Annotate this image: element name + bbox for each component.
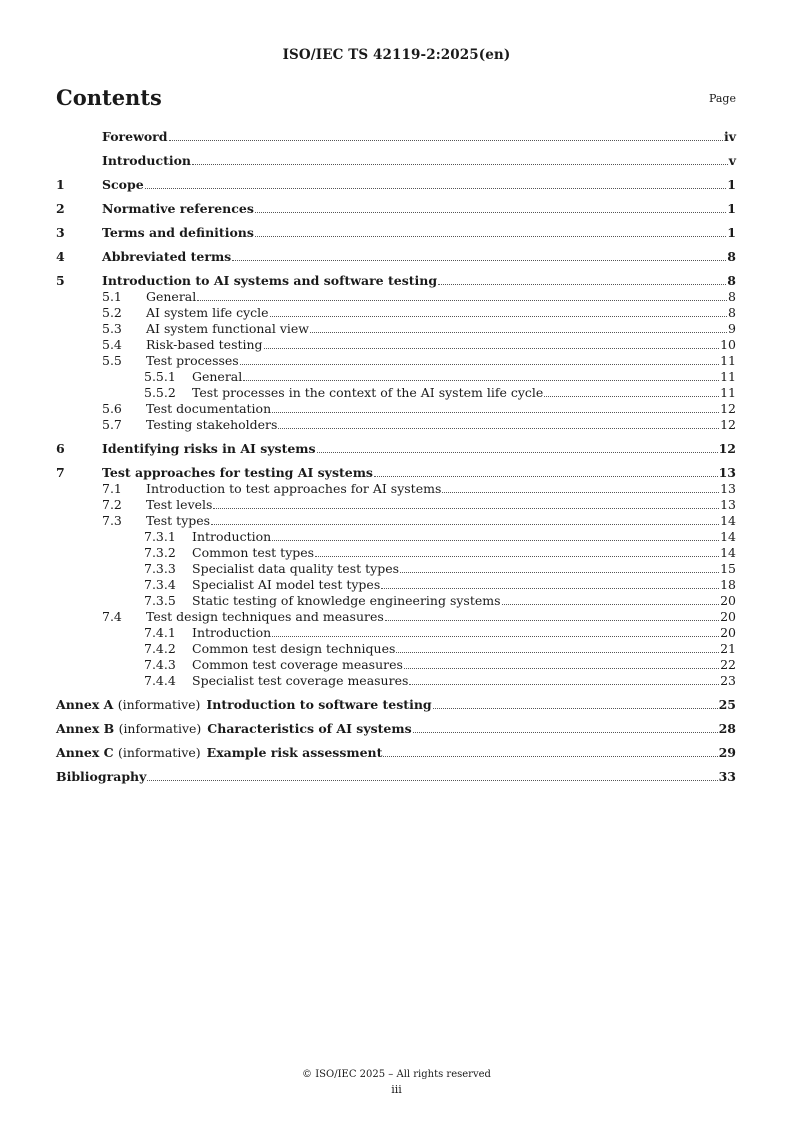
dot-leader (255, 235, 726, 237)
toc-entry[interactable] (56, 497, 736, 513)
annex-label-group (56, 745, 201, 761)
toc-entry-title: Foreword (102, 129, 168, 144)
toc-entry[interactable] (56, 577, 736, 593)
toc-entry-title: Common test types (192, 545, 315, 560)
dot-leader (310, 331, 727, 333)
toc-entry-page: 8 (727, 249, 736, 264)
dot-leader (385, 619, 719, 621)
toc-entry[interactable] (56, 657, 736, 673)
toc-entry-number: 7.4.2 (144, 641, 176, 656)
dot-leader (374, 475, 718, 477)
toc-entry-number: 7.4.3 (144, 657, 176, 672)
toc-entry-page: 1 (727, 225, 736, 240)
toc-entry-number: 7.3.4 (144, 577, 176, 592)
toc-entry-title: Specialist AI model test types (192, 577, 381, 592)
dot-leader (197, 299, 727, 301)
dot-leader (243, 379, 719, 381)
toc-entry-page: 20 (720, 593, 736, 608)
toc-entry[interactable] (56, 177, 736, 193)
annex-label-group (56, 697, 200, 713)
toc-entry-number: 7.3.1 (144, 529, 176, 544)
dot-leader (383, 755, 717, 757)
toc-entry-number: 5.1 (102, 289, 122, 304)
toc-entry-page: 11 (720, 353, 736, 368)
dot-leader (169, 139, 723, 141)
toc-entry[interactable] (56, 441, 736, 457)
toc-entry-page: 12 (718, 441, 736, 456)
dot-leader (192, 163, 728, 165)
dot-leader (400, 571, 719, 573)
annex-entry[interactable] (56, 745, 736, 761)
toc-entry-number: 5.5 (102, 353, 122, 368)
toc-entry-title: Common test coverage measures (192, 657, 403, 672)
copyright-notice: © ISO/IEC 2025 – All rights reserved (302, 1069, 491, 1080)
toc-entry-title: Introduction to AI systems and software testing (102, 273, 438, 288)
dot-leader (315, 555, 719, 557)
dot-leader (272, 635, 719, 637)
dot-leader (240, 363, 719, 365)
toc-entry-page: 12 (720, 401, 736, 416)
toc-entry-number: 5.6 (102, 401, 122, 416)
dot-leader (317, 451, 718, 453)
dot-leader (438, 283, 726, 285)
dot-leader (147, 779, 717, 781)
toc-entry[interactable] (56, 545, 736, 561)
toc-entry[interactable] (56, 321, 736, 337)
toc-entry[interactable] (56, 529, 736, 545)
toc-entry-page: 13 (718, 465, 736, 480)
toc-entry-number: 2 (56, 201, 65, 216)
toc-entry-number: 5.4 (102, 337, 122, 352)
toc-entry[interactable] (56, 225, 736, 241)
toc-entry-title: Static testing of knowledge engineering systems (192, 593, 501, 608)
dot-leader (502, 603, 720, 605)
toc-entry-page: 15 (720, 561, 736, 576)
dot-leader (442, 491, 719, 493)
toc-entry-page: iv (723, 129, 736, 144)
toc-entry[interactable] (56, 593, 736, 609)
toc-entry-title: Introduction (192, 625, 272, 640)
toc-entry-number: 7.2 (102, 497, 122, 512)
toc-entry-page: 1 (727, 177, 736, 192)
toc-entry-number: 7 (56, 465, 65, 480)
bibliography-page: 33 (718, 769, 736, 784)
toc-entry[interactable] (56, 153, 736, 169)
dot-leader (145, 187, 727, 189)
annex-label-group (56, 721, 201, 737)
toc-entry[interactable] (56, 129, 736, 145)
toc-entry-page: 23 (720, 673, 736, 688)
toc-entry-number: 5.3 (102, 321, 122, 336)
toc-entry[interactable] (56, 201, 736, 217)
toc-entry-number: 1 (56, 177, 65, 192)
bibliography-entry[interactable] (56, 769, 736, 785)
toc-entry-title: General (192, 369, 243, 384)
toc-entry-page: 18 (720, 577, 736, 592)
toc-entry[interactable] (56, 289, 736, 305)
toc-entry[interactable] (56, 513, 736, 529)
page-footer (0, 1067, 793, 1097)
toc-entry-title: Risk-based testing (146, 337, 263, 352)
annex-title: Introduction to software testing (206, 697, 432, 712)
toc-entry-title: Test processes (146, 353, 239, 368)
contents-heading: Contents (56, 85, 162, 110)
toc-entry-page: 12 (720, 417, 736, 432)
toc-entry-title: Testing stakeholders (146, 417, 278, 432)
toc-entry-number: 5 (56, 273, 65, 288)
toc-entry-title: Common test design techniques (192, 641, 396, 656)
toc-entry[interactable] (56, 673, 736, 689)
toc-entry-page: 21 (720, 641, 736, 656)
toc-entry-page: 14 (720, 545, 736, 560)
toc-entry-title: Test documentation (146, 401, 272, 416)
toc-entry-number: 7.1 (102, 481, 122, 496)
toc-entry-title: Introduction (192, 529, 272, 544)
toc-entry-title: Introduction (102, 153, 192, 168)
toc-entry-title: Test levels (146, 497, 213, 512)
dot-leader (544, 395, 719, 397)
toc-entry-page: 14 (720, 513, 736, 528)
toc-entry-page: 13 (720, 497, 736, 512)
toc-entry-title: Specialist data quality test types (192, 561, 400, 576)
dot-leader (270, 315, 728, 317)
annex-page: 25 (718, 697, 736, 712)
toc-entry[interactable] (56, 353, 736, 369)
toc-entry-page: 11 (720, 369, 736, 384)
toc-entry-title: Terms and definitions (102, 225, 254, 240)
dot-leader (264, 347, 720, 349)
annex-entry[interactable] (56, 697, 736, 713)
toc-entry-page: v (728, 153, 736, 168)
toc-entry-page: 10 (720, 337, 736, 352)
toc-entry-page: 22 (720, 657, 736, 672)
dot-leader (404, 667, 719, 669)
toc-entry-title: Normative references (102, 201, 254, 216)
toc-entry[interactable] (56, 337, 736, 353)
toc-entry-title: Specialist test coverage measures (192, 673, 409, 688)
toc-entry[interactable] (56, 385, 736, 401)
toc-entry-number: 7.4 (102, 609, 122, 624)
toc-entry[interactable] (56, 561, 736, 577)
toc-entry-number: 5.2 (102, 305, 122, 320)
dot-leader (272, 539, 719, 541)
toc-entry[interactable] (56, 273, 736, 289)
toc-entry[interactable] (56, 417, 736, 433)
toc-entry-page: 1 (727, 201, 736, 216)
toc-entry-number: 7.3.2 (144, 545, 176, 560)
dot-leader (278, 427, 719, 429)
toc-entry[interactable] (56, 625, 736, 641)
toc-entry-number: 6 (56, 441, 65, 456)
toc-entry-title: Test approaches for testing AI systems (102, 465, 373, 480)
toc-entry-number: 3 (56, 225, 65, 240)
toc-entry-title: AI system functional view (146, 321, 309, 336)
toc-entry-page: 20 (720, 609, 736, 624)
table-of-contents (56, 129, 736, 785)
annex-label: Annex C (56, 745, 114, 760)
toc-entry-title: Test processes in the context of the AI system life cycle (192, 385, 544, 400)
dot-leader (255, 211, 726, 213)
dot-leader (213, 507, 719, 509)
toc-entry[interactable] (56, 305, 736, 321)
toc-entry-title: Test design techniques and measures (146, 609, 384, 624)
annex-title: Characteristics of AI systems (207, 721, 412, 736)
toc-entry[interactable] (56, 609, 736, 625)
bibliography-title: Bibliography (56, 769, 147, 784)
toc-entry-title: Abbreviated terms (102, 249, 232, 264)
annex-title: Example risk assessment (206, 745, 383, 760)
toc-entry-number: 7.4.1 (144, 625, 176, 640)
dot-leader (272, 411, 719, 413)
dot-leader (413, 731, 718, 733)
toc-entry-page: 8 (727, 273, 736, 288)
toc-entry-number: 7.4.4 (144, 673, 176, 688)
annex-entry[interactable] (56, 721, 736, 737)
toc-entry-number: 7.3.5 (144, 593, 176, 608)
dot-leader (433, 707, 718, 709)
toc-entry-number: 4 (56, 249, 65, 264)
toc-entry-page: 8 (728, 305, 736, 320)
toc-entry-page: 13 (720, 481, 736, 496)
toc-entry-page: 8 (728, 289, 736, 304)
page-number: iii (391, 1083, 402, 1096)
annex-label: Annex A (56, 697, 114, 712)
toc-entry-number: 5.5.2 (144, 385, 176, 400)
dot-leader (409, 683, 719, 685)
toc-entry[interactable] (56, 481, 736, 497)
toc-entry-title: Test types (146, 513, 211, 528)
page-column-label: Page (708, 92, 736, 105)
toc-entry-page: 20 (720, 625, 736, 640)
dot-leader (381, 587, 719, 589)
toc-entry[interactable] (56, 369, 736, 385)
toc-entry-number: 5.7 (102, 417, 122, 432)
annex-informative: (informative) (117, 697, 201, 712)
document-id-header: ISO/IEC TS 42119-2:2025(en) (282, 47, 511, 63)
annex-page: 29 (718, 745, 736, 760)
toc-entry[interactable] (56, 401, 736, 417)
toc-entry-title: General (146, 289, 197, 304)
toc-entry[interactable] (56, 641, 736, 657)
toc-entry-page: 14 (720, 529, 736, 544)
toc-entry[interactable] (56, 249, 736, 265)
toc-entry-title: AI system life cycle (146, 305, 269, 320)
annex-label: Annex B (56, 721, 115, 736)
dot-leader (396, 651, 719, 653)
toc-entry-title: Introduction to test approaches for AI systems (146, 481, 442, 496)
dot-leader (232, 259, 726, 261)
toc-entry-title: Scope (102, 177, 144, 192)
annex-page: 28 (718, 721, 736, 736)
dot-leader (211, 523, 719, 525)
toc-entry-number: 5.5.1 (144, 369, 176, 384)
toc-entry-page: 9 (728, 321, 736, 336)
toc-entry-number: 7.3.3 (144, 561, 176, 576)
toc-entry-number: 7.3 (102, 513, 122, 528)
annex-informative: (informative) (118, 721, 202, 736)
toc-entry[interactable] (56, 465, 736, 481)
toc-entry-page: 11 (720, 385, 736, 400)
toc-entry-title: Identifying risks in AI systems (102, 441, 316, 456)
annex-informative: (informative) (117, 745, 201, 760)
